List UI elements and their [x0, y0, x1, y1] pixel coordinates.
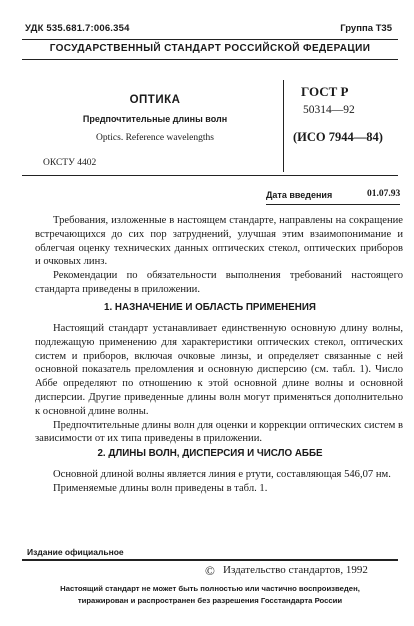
- iso-reference: (ИСО 7944—84): [293, 130, 383, 144]
- section2-paragraph: Применяемые длины волн приведены в табл. 1.: [53, 482, 268, 494]
- okstu-code: ОКСТУ 4402: [43, 158, 97, 168]
- document-title: ОПТИКА: [129, 94, 181, 106]
- section2-text: [35, 468, 403, 496]
- gost-number: 50314—92: [303, 104, 355, 116]
- subtitle-ru: Предпочтительные длины волн: [82, 114, 228, 124]
- section1-heading: 1. НАЗНАЧЕНИЕ И ОБЛАСТЬ ПРИМЕНЕНИЯ: [104, 302, 316, 313]
- copyright-symbol: ©: [205, 563, 215, 578]
- reproduction-notice-2: тиражирован и распространен без разрешения Госстандарта России: [77, 596, 343, 605]
- date-value: 01.07.93: [367, 189, 401, 199]
- udk-code: УДК 535.681.7:006.354: [25, 23, 130, 34]
- reproduction-notice-1: Настоящий стандарт не может быть полностью или частично воспроизведен,: [60, 584, 360, 593]
- section1-text: [35, 322, 403, 446]
- header-rule-top: [22, 39, 398, 40]
- header-rule-bottom: [22, 59, 398, 60]
- state-standard-heading: ГОСУДАРСТВЕННЫЙ СТАНДАРТ РОССИЙСКОЙ ФЕДЕРАЦИИ: [49, 43, 371, 54]
- date-underline: [266, 204, 400, 205]
- intro-text: [35, 214, 403, 297]
- section1-paragraph: Предпочтительные длины волн для оценки и коррекции оптических систем в зависимости от их типа приведены в приложении.: [35, 419, 403, 445]
- title-block-divider: [283, 80, 284, 172]
- section1-paragraph: Настоящий стандарт устанавливает единственную основную длину волны, подлежащую применению для характеристики оптических стекол, оптических систем и приборов, включая очковые линзы, и определяет связанные с ней основной показатель преломления и основную дисперсию (см. табл. 1). Число Аббе определяют по отношению к этой основной длине волны и основной дисперсии. Другие приведенные длины волн могут применяться дополнительно к основной длине волны.: [35, 323, 403, 417]
- intro-paragraph: Рекомендации по обязательности выполнения требований настоящего стандарта приведены в приложении.: [35, 270, 403, 295]
- section2-heading: 2. ДЛИНЫ ВОЛН, ДИСПЕРСИЯ И ЧИСЛО АББЕ: [97, 448, 323, 459]
- title-block-rule: [22, 175, 398, 176]
- official-edition-label: Издание официальное: [27, 547, 124, 557]
- date-label: Дата введения: [266, 190, 333, 200]
- group-code: Группа Т35: [340, 23, 392, 34]
- section2-paragraph: Основной длиной волны является линия е ртути, составляющая 546,07 нм.: [53, 469, 391, 480]
- intro-paragraph: Требования, изложенные в настоящем стандарте, направлены на сокращение встречающихся до сих пор затруднений, улучшая этим взаимопонимание и облегчая оценку технических данных оптических стекол, оптических приборов и очковых линз.: [35, 215, 403, 268]
- footer-rule: [22, 559, 398, 561]
- subtitle-en: Optics. Reference wavelengths: [96, 133, 214, 143]
- copyright-text: Издательство стандартов, 1992: [223, 564, 368, 576]
- gost-label: ГОСТ Р: [301, 84, 349, 99]
